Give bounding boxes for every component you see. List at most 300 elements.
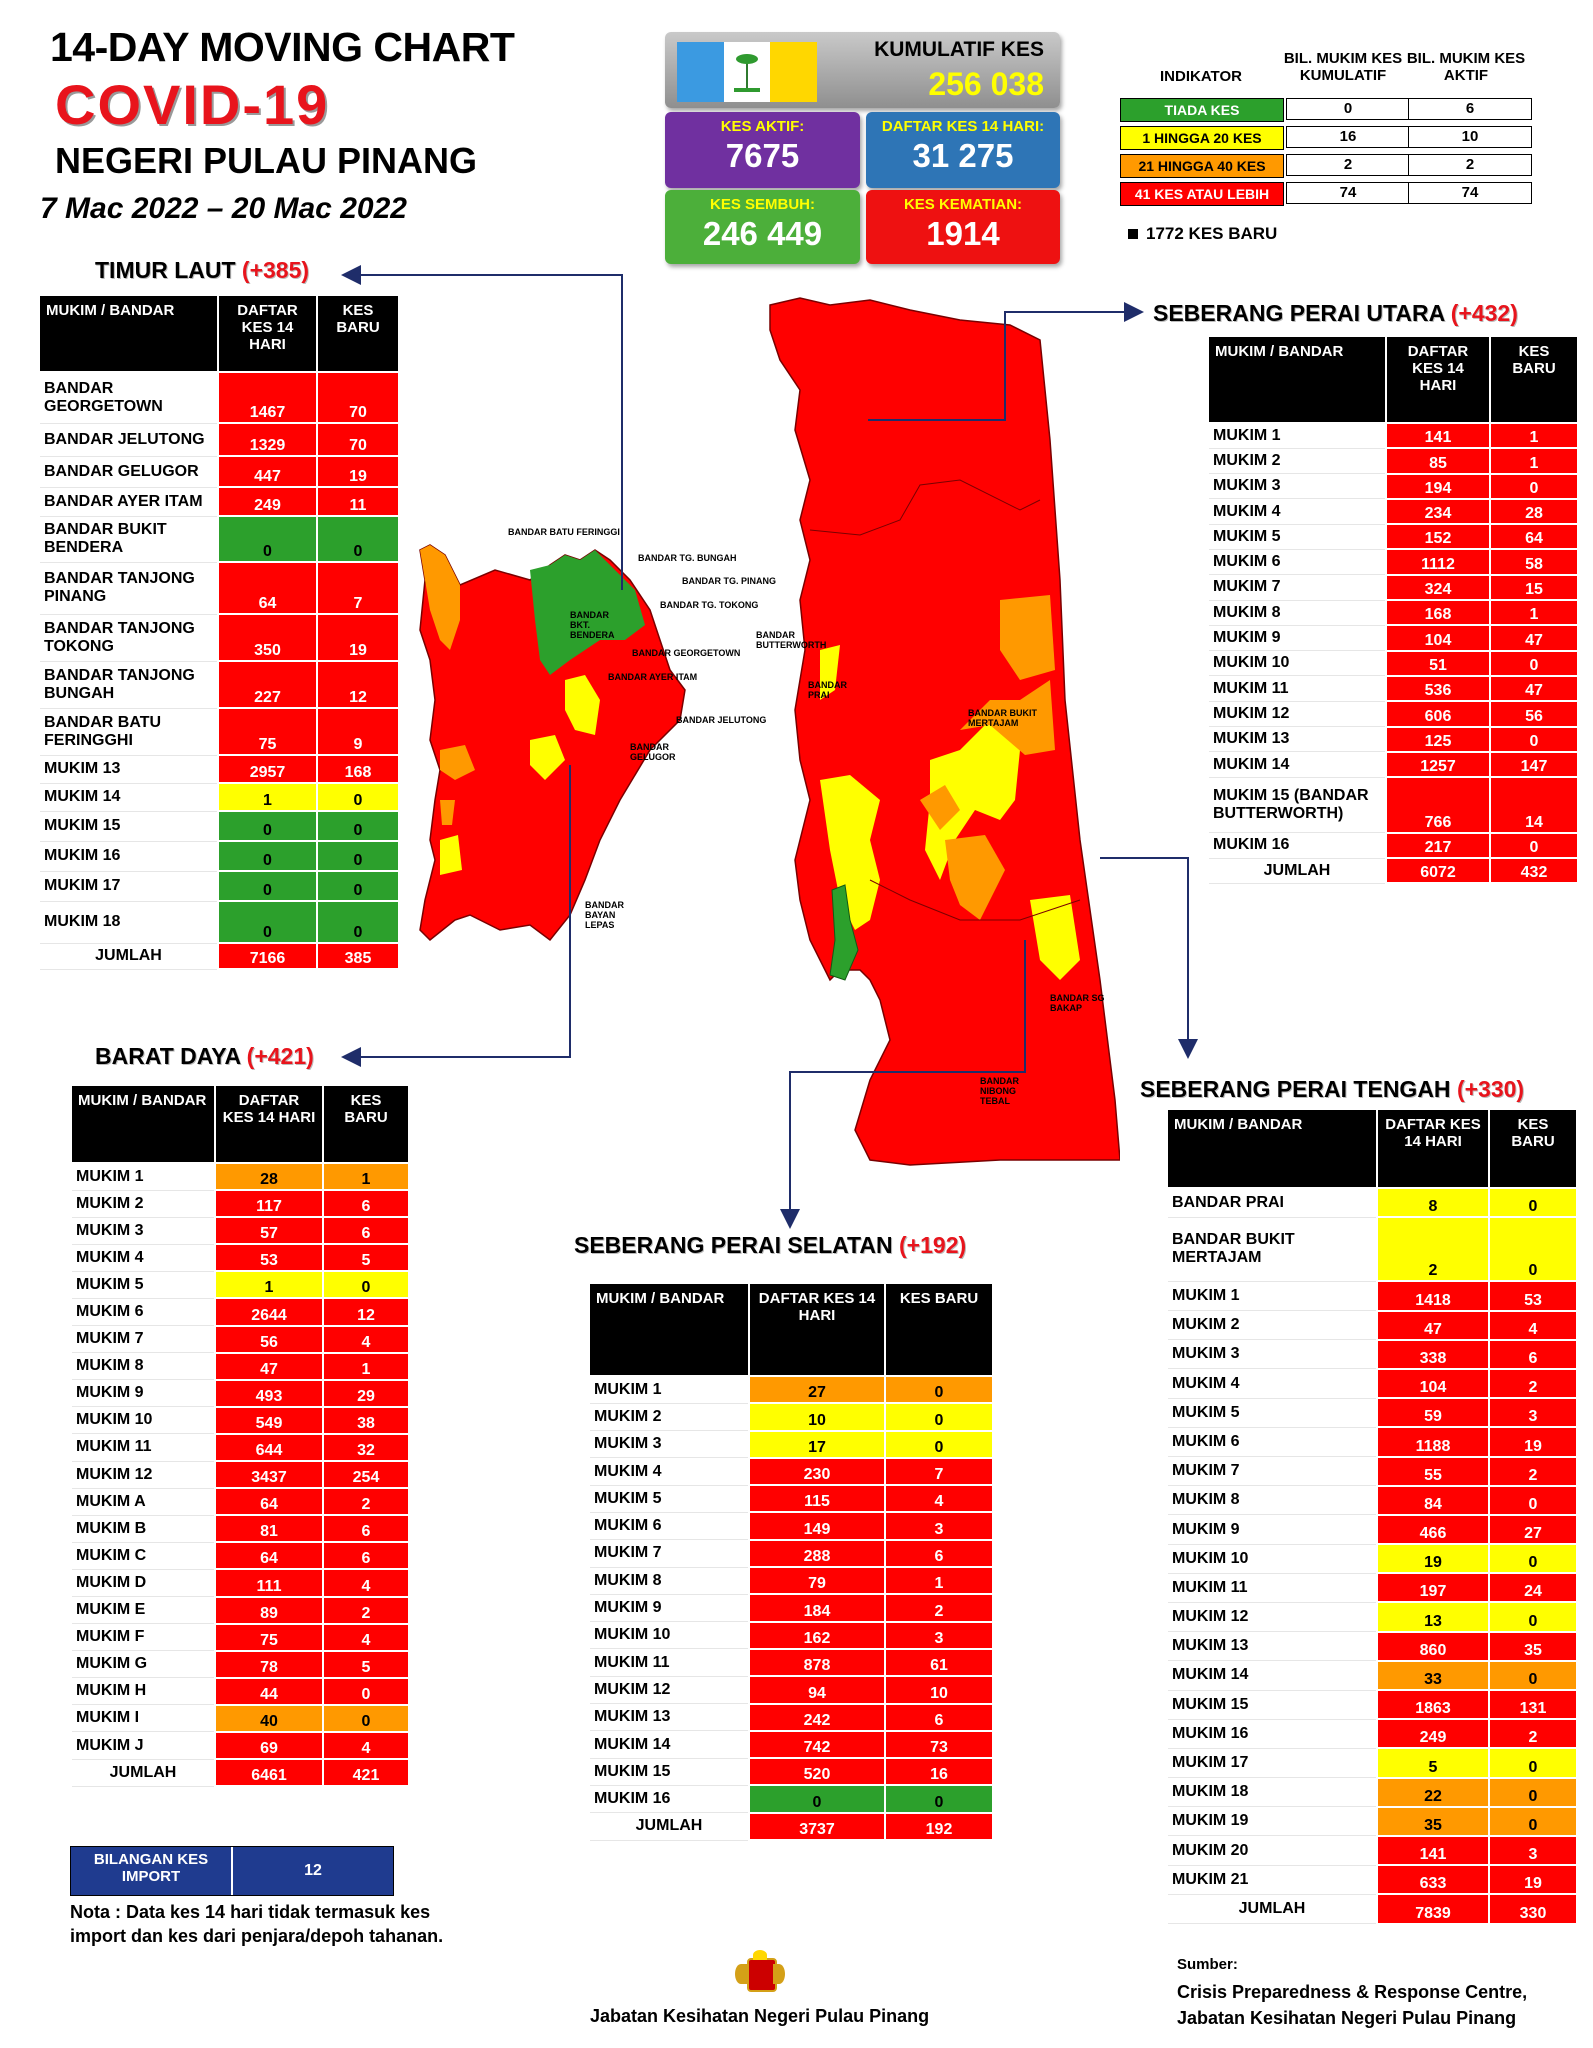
row-kes-baru: 24 — [1489, 1573, 1577, 1602]
row-kes-baru: 131 — [1489, 1690, 1577, 1719]
note-text: Nota : Data kes 14 hari tidak termasuk kes import dan kes dari penjara/depoh tahanan. — [70, 1902, 444, 1946]
row-name: MUKIM 4 — [1168, 1369, 1377, 1398]
row-name: MUKIM 8 — [1168, 1486, 1377, 1515]
row-name: MUKIM 10 — [1209, 651, 1386, 676]
row-daftar-14-hari: 7166 — [218, 943, 317, 969]
row-name: MUKIM 5 — [72, 1271, 215, 1298]
row-kes-baru: 4 — [885, 1485, 993, 1512]
row-name: MUKIM 11 — [72, 1434, 215, 1461]
row-kes-baru: 6 — [323, 1542, 409, 1569]
row-name: BANDAR TANJONG BUNGAH — [40, 661, 218, 708]
row-daftar-14-hari: 27 — [749, 1376, 885, 1403]
row-kes-baru: 4 — [323, 1732, 409, 1759]
title-sps: SEBERANG PERAI SELATAN (+192) — [574, 1232, 967, 1258]
map-label-georgetown: BANDAR GEORGETOWN — [632, 648, 741, 658]
row-kes-baru: 70 — [317, 372, 399, 423]
row-name: MUKIM 8 — [72, 1353, 215, 1380]
import-value: 12 — [304, 1862, 322, 1879]
row-daftar-14-hari: 47 — [215, 1353, 323, 1380]
row-kes-baru: 3 — [1489, 1836, 1577, 1865]
row-daftar-14-hari: 2957 — [218, 755, 317, 783]
row-name: MUKIM 16 — [590, 1785, 749, 1812]
row-kes-baru: 0 — [1490, 833, 1578, 858]
row-kes-baru: 5 — [323, 1244, 409, 1271]
row-kes-baru: 28 — [1490, 499, 1578, 524]
row-kes-baru: 0 — [323, 1271, 409, 1298]
row-name: MUKIM 18 — [1168, 1778, 1377, 1807]
indicator-col2: BIL. MUKIM KES AKTIF — [1406, 50, 1526, 84]
row-daftar-14-hari: 6072 — [1386, 858, 1490, 883]
row-name: BANDAR BATU FERINGGHI — [40, 708, 218, 755]
row-name: JUMLAH — [40, 943, 218, 969]
row-name: MUKIM 10 — [72, 1407, 215, 1434]
row-name: MUKIM 17 — [40, 871, 218, 901]
title-timur-laut: TIMUR LAUT (+385) — [95, 257, 310, 283]
indicator-cumulative: 0 — [1286, 98, 1410, 120]
row-daftar-14-hari: 350 — [218, 614, 317, 661]
indicator-label: TIADA KES — [1120, 98, 1284, 122]
row-kes-baru: 58 — [1490, 549, 1578, 574]
row-kes-baru: 0 — [317, 871, 399, 901]
row-kes-baru: 6 — [1489, 1340, 1577, 1369]
row-daftar-14-hari: 28 — [215, 1163, 323, 1190]
row-kes-baru: 7 — [885, 1458, 993, 1485]
row-name: MUKIM 4 — [590, 1458, 749, 1485]
row-name: MUKIM G — [72, 1651, 215, 1678]
map-label-ayer-itam: BANDAR AYER ITAM — [608, 672, 698, 682]
daftar-value: 31 275 — [912, 137, 1014, 174]
row-daftar-14-hari: 149 — [749, 1512, 885, 1539]
row-daftar-14-hari: 64 — [218, 562, 317, 614]
row-daftar-14-hari: 184 — [749, 1594, 885, 1621]
row-daftar-14-hari: 234 — [1386, 499, 1490, 524]
row-name: JUMLAH — [1209, 858, 1386, 883]
row-name: MUKIM F — [72, 1624, 215, 1651]
table-header: DAFTAR KES 14 HARI — [1377, 1110, 1489, 1188]
row-daftar-14-hari: 1257 — [1386, 752, 1490, 777]
row-name: MUKIM I — [72, 1705, 215, 1732]
row-kes-baru: 35 — [1489, 1632, 1577, 1661]
row-name: MUKIM 5 — [590, 1485, 749, 1512]
state-title: NEGERI PULAU PINANG — [55, 140, 478, 181]
row-name: BANDAR TANJONG TOKONG — [40, 614, 218, 661]
row-daftar-14-hari: 69 — [215, 1732, 323, 1759]
row-daftar-14-hari: 549 — [215, 1407, 323, 1434]
row-daftar-14-hari: 2 — [1377, 1217, 1489, 1281]
row-kes-baru: 6 — [323, 1190, 409, 1217]
row-kes-baru: 0 — [1490, 474, 1578, 499]
row-name: MUKIM 5 — [1168, 1398, 1377, 1427]
indicator-label: 21 HINGGA 40 KES — [1120, 154, 1284, 178]
row-kes-baru: 6 — [885, 1540, 993, 1567]
row-name: MUKIM 8 — [590, 1567, 749, 1594]
row-name: MUKIM 19 — [1168, 1807, 1377, 1836]
table-header: KES BARU — [1490, 337, 1578, 423]
title-barat-daya: BARAT DAYA (+421) — [95, 1043, 314, 1069]
table-header: MUKIM / BANDAR — [1168, 1110, 1377, 1188]
kematian-label: KES KEMATIAN: — [903, 196, 1023, 213]
row-daftar-14-hari: 33 — [1377, 1661, 1489, 1690]
indicator-label: 1 HINGGA 20 KES — [1120, 126, 1284, 150]
row-name: MUKIM 3 — [590, 1431, 749, 1458]
row-kes-baru: 16 — [885, 1758, 993, 1785]
row-daftar-14-hari: 493 — [215, 1380, 323, 1407]
kumulatif-value: 256 038 — [928, 66, 1044, 102]
row-daftar-14-hari: 3737 — [749, 1813, 885, 1840]
row-name: JUMLAH — [1168, 1894, 1377, 1923]
row-kes-baru: 0 — [317, 901, 399, 943]
row-kes-baru: 0 — [317, 516, 399, 562]
row-daftar-14-hari: 168 — [1386, 600, 1490, 625]
row-daftar-14-hari: 84 — [1377, 1486, 1489, 1515]
row-name: MUKIM 11 — [590, 1649, 749, 1676]
table-header: DAFTAR KES 14 HARI — [218, 296, 317, 372]
row-daftar-14-hari: 47 — [1377, 1311, 1489, 1340]
table-header: MUKIM / BANDAR — [590, 1284, 749, 1376]
row-kes-baru: 168 — [317, 755, 399, 783]
row-daftar-14-hari: 242 — [749, 1704, 885, 1731]
row-kes-baru: 32 — [323, 1434, 409, 1461]
row-daftar-14-hari: 8 — [1377, 1188, 1489, 1217]
row-kes-baru: 3 — [885, 1622, 993, 1649]
row-daftar-14-hari: 249 — [218, 487, 317, 516]
row-name: BANDAR BUKIT MERTAJAM — [1168, 1217, 1377, 1281]
row-kes-baru: 0 — [317, 841, 399, 871]
table-header: MUKIM / BANDAR — [40, 296, 218, 372]
row-kes-baru: 64 — [1490, 524, 1578, 549]
row-kes-baru: 0 — [885, 1431, 993, 1458]
row-name: MUKIM 15 — [590, 1758, 749, 1785]
row-kes-baru: 70 — [317, 423, 399, 456]
row-daftar-14-hari: 55 — [1377, 1457, 1489, 1486]
row-daftar-14-hari: 633 — [1377, 1865, 1489, 1894]
map-label-prai: BANDAR PRAI — [808, 680, 847, 700]
row-name: BANDAR PRAI — [1168, 1188, 1377, 1217]
row-name: MUKIM 3 — [72, 1217, 215, 1244]
row-kes-baru: 7 — [317, 562, 399, 614]
row-daftar-14-hari: 644 — [215, 1434, 323, 1461]
row-name: MUKIM 1 — [1209, 423, 1386, 448]
row-daftar-14-hari: 44 — [215, 1678, 323, 1705]
row-daftar-14-hari: 51 — [1386, 651, 1490, 676]
row-daftar-14-hari: 1418 — [1377, 1281, 1489, 1310]
import-box — [70, 1846, 394, 1896]
row-daftar-14-hari: 7839 — [1377, 1894, 1489, 1923]
table-header: DAFTAR KES 14 HARI — [215, 1086, 323, 1163]
row-daftar-14-hari: 1 — [218, 783, 317, 811]
row-name: MUKIM 5 — [1209, 524, 1386, 549]
row-kes-baru: 1 — [1490, 423, 1578, 448]
map-label-butterworth: BANDAR BUTTERWORTH — [756, 630, 827, 650]
map-label-batu-feringgi: BANDAR BATU FERINGGI — [508, 527, 620, 537]
row-daftar-14-hari: 0 — [749, 1785, 885, 1812]
row-name: MUKIM 15 — [40, 811, 218, 841]
row-daftar-14-hari: 53 — [215, 1244, 323, 1271]
row-daftar-14-hari: 75 — [215, 1624, 323, 1651]
row-name: BANDAR BUKIT BENDERA — [40, 516, 218, 562]
row-kes-baru: 0 — [1489, 1807, 1577, 1836]
row-kes-baru: 1 — [323, 1163, 409, 1190]
row-daftar-14-hari: 59 — [1377, 1398, 1489, 1427]
row-kes-baru: 0 — [323, 1705, 409, 1732]
row-name: MUKIM 10 — [1168, 1544, 1377, 1573]
row-name: MUKIM C — [72, 1542, 215, 1569]
indicator-active: 10 — [1408, 126, 1532, 148]
malaysia-crest-icon — [735, 1950, 785, 1994]
row-daftar-14-hari: 1188 — [1377, 1427, 1489, 1456]
row-daftar-14-hari: 878 — [749, 1649, 885, 1676]
row-daftar-14-hari: 141 — [1377, 1836, 1489, 1865]
indicator-cumulative: 16 — [1286, 126, 1410, 148]
row-daftar-14-hari: 141 — [1386, 423, 1490, 448]
map-label-tg-tokong: BANDAR TG. TOKONG — [660, 600, 759, 610]
row-kes-baru: 0 — [885, 1785, 993, 1812]
row-name: BANDAR GELUGOR — [40, 456, 218, 487]
row-name: MUKIM 4 — [1209, 499, 1386, 524]
row-name: MUKIM 4 — [72, 1244, 215, 1271]
row-kes-baru: 0 — [323, 1678, 409, 1705]
sembuh-label: KES SEMBUH: — [709, 196, 815, 213]
daftar-label: DAFTAR KES 14 HARI: — [881, 118, 1045, 135]
row-daftar-14-hari: 0 — [218, 901, 317, 943]
kumulatif-label: KUMULATIF KES — [874, 38, 1044, 61]
row-daftar-14-hari: 56 — [215, 1326, 323, 1353]
row-daftar-14-hari: 152 — [1386, 524, 1490, 549]
row-name: MUKIM 2 — [72, 1190, 215, 1217]
row-name: MUKIM B — [72, 1515, 215, 1542]
row-name: MUKIM 13 — [1168, 1632, 1377, 1661]
row-name: MUKIM 12 — [72, 1461, 215, 1488]
row-name: MUKIM 6 — [590, 1512, 749, 1539]
map-label-jelutong: BANDAR JELUTONG — [676, 715, 767, 725]
row-name: BANDAR JELUTONG — [40, 423, 218, 456]
row-kes-baru: 385 — [317, 943, 399, 969]
row-daftar-14-hari: 6461 — [215, 1759, 323, 1786]
row-kes-baru: 53 — [1489, 1281, 1577, 1310]
row-name: MUKIM 15 — [1168, 1690, 1377, 1719]
row-name: MUKIM 12 — [1209, 701, 1386, 726]
row-daftar-14-hari: 17 — [749, 1431, 885, 1458]
table-header: KES BARU — [1489, 1110, 1577, 1188]
row-kes-baru: 2 — [1489, 1719, 1577, 1748]
row-daftar-14-hari: 0 — [218, 516, 317, 562]
row-daftar-14-hari: 0 — [218, 841, 317, 871]
row-daftar-14-hari: 338 — [1377, 1340, 1489, 1369]
row-kes-baru: 12 — [317, 661, 399, 708]
row-kes-baru: 1 — [885, 1567, 993, 1594]
row-daftar-14-hari: 466 — [1377, 1515, 1489, 1544]
row-kes-baru: 0 — [1489, 1748, 1577, 1777]
row-daftar-14-hari: 89 — [215, 1597, 323, 1624]
row-name: MUKIM 3 — [1168, 1340, 1377, 1369]
row-kes-baru: 192 — [885, 1813, 993, 1840]
row-name: MUKIM 13 — [590, 1704, 749, 1731]
row-name: MUKIM 7 — [1209, 575, 1386, 600]
indicator-col0: INDIKATOR — [1160, 68, 1242, 85]
row-kes-baru: 4 — [323, 1326, 409, 1353]
row-daftar-14-hari: 447 — [218, 456, 317, 487]
row-name: MUKIM 14 — [1168, 1661, 1377, 1690]
row-kes-baru: 19 — [1489, 1427, 1577, 1456]
row-kes-baru: 2 — [323, 1597, 409, 1624]
row-kes-baru: 330 — [1489, 1894, 1577, 1923]
row-kes-baru: 0 — [885, 1376, 993, 1403]
row-name: JUMLAH — [590, 1813, 749, 1840]
row-kes-baru: 73 — [885, 1731, 993, 1758]
row-name: MUKIM 14 — [590, 1731, 749, 1758]
row-kes-baru: 61 — [885, 1649, 993, 1676]
row-daftar-14-hari: 536 — [1386, 676, 1490, 701]
title-spt: SEBERANG PERAI TENGAH (+330) — [1140, 1076, 1525, 1102]
row-daftar-14-hari: 197 — [1377, 1573, 1489, 1602]
row-name: MUKIM 9 — [1209, 625, 1386, 650]
table-header: MUKIM / BANDAR — [1209, 337, 1386, 423]
row-daftar-14-hari: 57 — [215, 1217, 323, 1244]
row-kes-baru: 0 — [885, 1403, 993, 1430]
row-name: MUKIM J — [72, 1732, 215, 1759]
row-kes-baru: 0 — [1489, 1188, 1577, 1217]
sembuh-value: 246 449 — [702, 215, 823, 252]
row-daftar-14-hari: 104 — [1386, 625, 1490, 650]
row-daftar-14-hari: 78 — [215, 1651, 323, 1678]
row-name: MUKIM 16 — [40, 841, 218, 871]
import-label: BILANGAN KES IMPORT — [71, 1847, 233, 1895]
map-label-bayan-lepas: BANDAR BAYAN LEPAS — [585, 900, 624, 930]
map-label-gelugor: BANDAR GELUGOR — [630, 742, 676, 762]
row-daftar-14-hari: 742 — [749, 1731, 885, 1758]
row-name: MUKIM 21 — [1168, 1865, 1377, 1894]
row-name: MUKIM 15 (BANDAR BUTTERWORTH) — [1209, 777, 1386, 833]
row-kes-baru: 0 — [317, 811, 399, 841]
row-daftar-14-hari: 766 — [1386, 777, 1490, 833]
row-name: MUKIM 12 — [1168, 1602, 1377, 1631]
row-name: MUKIM 13 — [40, 755, 218, 783]
row-daftar-14-hari: 75 — [218, 708, 317, 755]
row-kes-baru: 47 — [1490, 676, 1578, 701]
row-kes-baru: 38 — [323, 1407, 409, 1434]
row-name: MUKIM 17 — [1168, 1748, 1377, 1777]
row-name: MUKIM 16 — [1209, 833, 1386, 858]
row-daftar-14-hari: 115 — [749, 1485, 885, 1512]
row-daftar-14-hari: 19 — [1377, 1544, 1489, 1573]
row-kes-baru: 421 — [323, 1759, 409, 1786]
row-name: MUKIM 14 — [1209, 752, 1386, 777]
table-header: MUKIM / BANDAR — [72, 1086, 215, 1163]
table-header: KES BARU — [323, 1086, 409, 1163]
map-label-bkt-mertajam: BANDAR BUKIT MERTAJAM — [968, 708, 1037, 728]
row-name: JUMLAH — [72, 1759, 215, 1786]
row-daftar-14-hari: 85 — [1386, 448, 1490, 473]
footer-source-label: Sumber: — [1177, 1956, 1238, 1973]
table-header: DAFTAR KES 14 HARI — [749, 1284, 885, 1376]
kes-aktif-label: KES AKTIF: — [720, 118, 805, 135]
row-kes-baru: 4 — [323, 1624, 409, 1651]
row-kes-baru: 3 — [1489, 1398, 1577, 1427]
row-kes-baru: 0 — [1489, 1217, 1577, 1281]
row-daftar-14-hari: 606 — [1386, 701, 1490, 726]
row-name: MUKIM H — [72, 1678, 215, 1705]
row-name: MUKIM 3 — [1209, 474, 1386, 499]
row-name: MUKIM 9 — [72, 1380, 215, 1407]
row-daftar-14-hari: 0 — [218, 811, 317, 841]
row-name: MUKIM 9 — [590, 1594, 749, 1621]
row-name: MUKIM 7 — [1168, 1457, 1377, 1486]
row-daftar-14-hari: 520 — [749, 1758, 885, 1785]
row-daftar-14-hari: 230 — [749, 1458, 885, 1485]
row-kes-baru: 6 — [323, 1217, 409, 1244]
row-name: BANDAR AYER ITAM — [40, 487, 218, 516]
row-daftar-14-hari: 104 — [1377, 1369, 1489, 1398]
row-kes-baru: 9 — [317, 708, 399, 755]
row-kes-baru: 19 — [1489, 1865, 1577, 1894]
row-name: MUKIM 13 — [1209, 727, 1386, 752]
row-kes-baru: 147 — [1490, 752, 1578, 777]
map-label-tg-pinang: BANDAR TG. PINANG — [682, 576, 776, 586]
row-kes-baru: 14 — [1490, 777, 1578, 833]
row-daftar-14-hari: 64 — [215, 1542, 323, 1569]
row-daftar-14-hari: 217 — [1386, 833, 1490, 858]
row-daftar-14-hari: 324 — [1386, 575, 1490, 600]
covid-title: COVID-19 — [55, 73, 330, 136]
row-daftar-14-hari: 81 — [215, 1515, 323, 1542]
row-daftar-14-hari: 13 — [1377, 1602, 1489, 1631]
row-kes-baru: 0 — [1489, 1661, 1577, 1690]
row-daftar-14-hari: 1329 — [218, 423, 317, 456]
title-spu: SEBERANG PERAI UTARA (+432) — [1153, 300, 1518, 326]
row-kes-baru: 4 — [323, 1569, 409, 1596]
row-daftar-14-hari: 10 — [749, 1403, 885, 1430]
row-daftar-14-hari: 227 — [218, 661, 317, 708]
row-kes-baru: 2 — [1489, 1369, 1577, 1398]
row-daftar-14-hari: 35 — [1377, 1807, 1489, 1836]
indicator-active: 2 — [1408, 154, 1532, 176]
row-kes-baru: 2 — [1489, 1457, 1577, 1486]
indicator-cumulative: 74 — [1286, 182, 1410, 204]
row-kes-baru: 11 — [317, 487, 399, 516]
indicator-col1: BIL. MUKIM KES KUMULATIF — [1283, 50, 1403, 84]
row-daftar-14-hari: 79 — [749, 1567, 885, 1594]
row-kes-baru: 12 — [323, 1298, 409, 1325]
row-kes-baru: 1 — [1490, 600, 1578, 625]
period-label: 7 Mac 2022 – 20 Mac 2022 — [40, 192, 407, 225]
row-daftar-14-hari: 40 — [215, 1705, 323, 1732]
row-daftar-14-hari: 249 — [1377, 1719, 1489, 1748]
row-name: MUKIM A — [72, 1488, 215, 1515]
row-name: MUKIM 1 — [590, 1376, 749, 1403]
row-kes-baru: 19 — [317, 614, 399, 661]
chart-title: 14-DAY MOVING CHART — [50, 24, 515, 70]
row-daftar-14-hari: 0 — [218, 871, 317, 901]
row-kes-baru: 10 — [885, 1676, 993, 1703]
row-daftar-14-hari: 162 — [749, 1622, 885, 1649]
row-daftar-14-hari: 1112 — [1386, 549, 1490, 574]
row-name: MUKIM 18 — [40, 901, 218, 943]
indicator-active: 74 — [1408, 182, 1532, 204]
row-name: BANDAR GEORGETOWN — [40, 372, 218, 423]
new-cases-text: 1772 KES BARU — [1146, 224, 1278, 243]
map-label-tg-bungah: BANDAR TG. BUNGAH — [638, 553, 737, 563]
row-kes-baru: 6 — [323, 1515, 409, 1542]
row-name: MUKIM 9 — [1168, 1515, 1377, 1544]
row-daftar-14-hari: 5 — [1377, 1748, 1489, 1777]
footer-dept: Jabatan Kesihatan Negeri Pulau Pinang — [590, 2006, 930, 2026]
row-kes-baru: 29 — [323, 1380, 409, 1407]
row-kes-baru: 1 — [323, 1353, 409, 1380]
row-kes-baru: 0 — [1490, 651, 1578, 676]
map-label-nibong-tebal: BANDAR NIBONG TEBAL — [980, 1076, 1019, 1106]
row-kes-baru: 0 — [1489, 1602, 1577, 1631]
kes-aktif-value: 7675 — [725, 137, 800, 174]
